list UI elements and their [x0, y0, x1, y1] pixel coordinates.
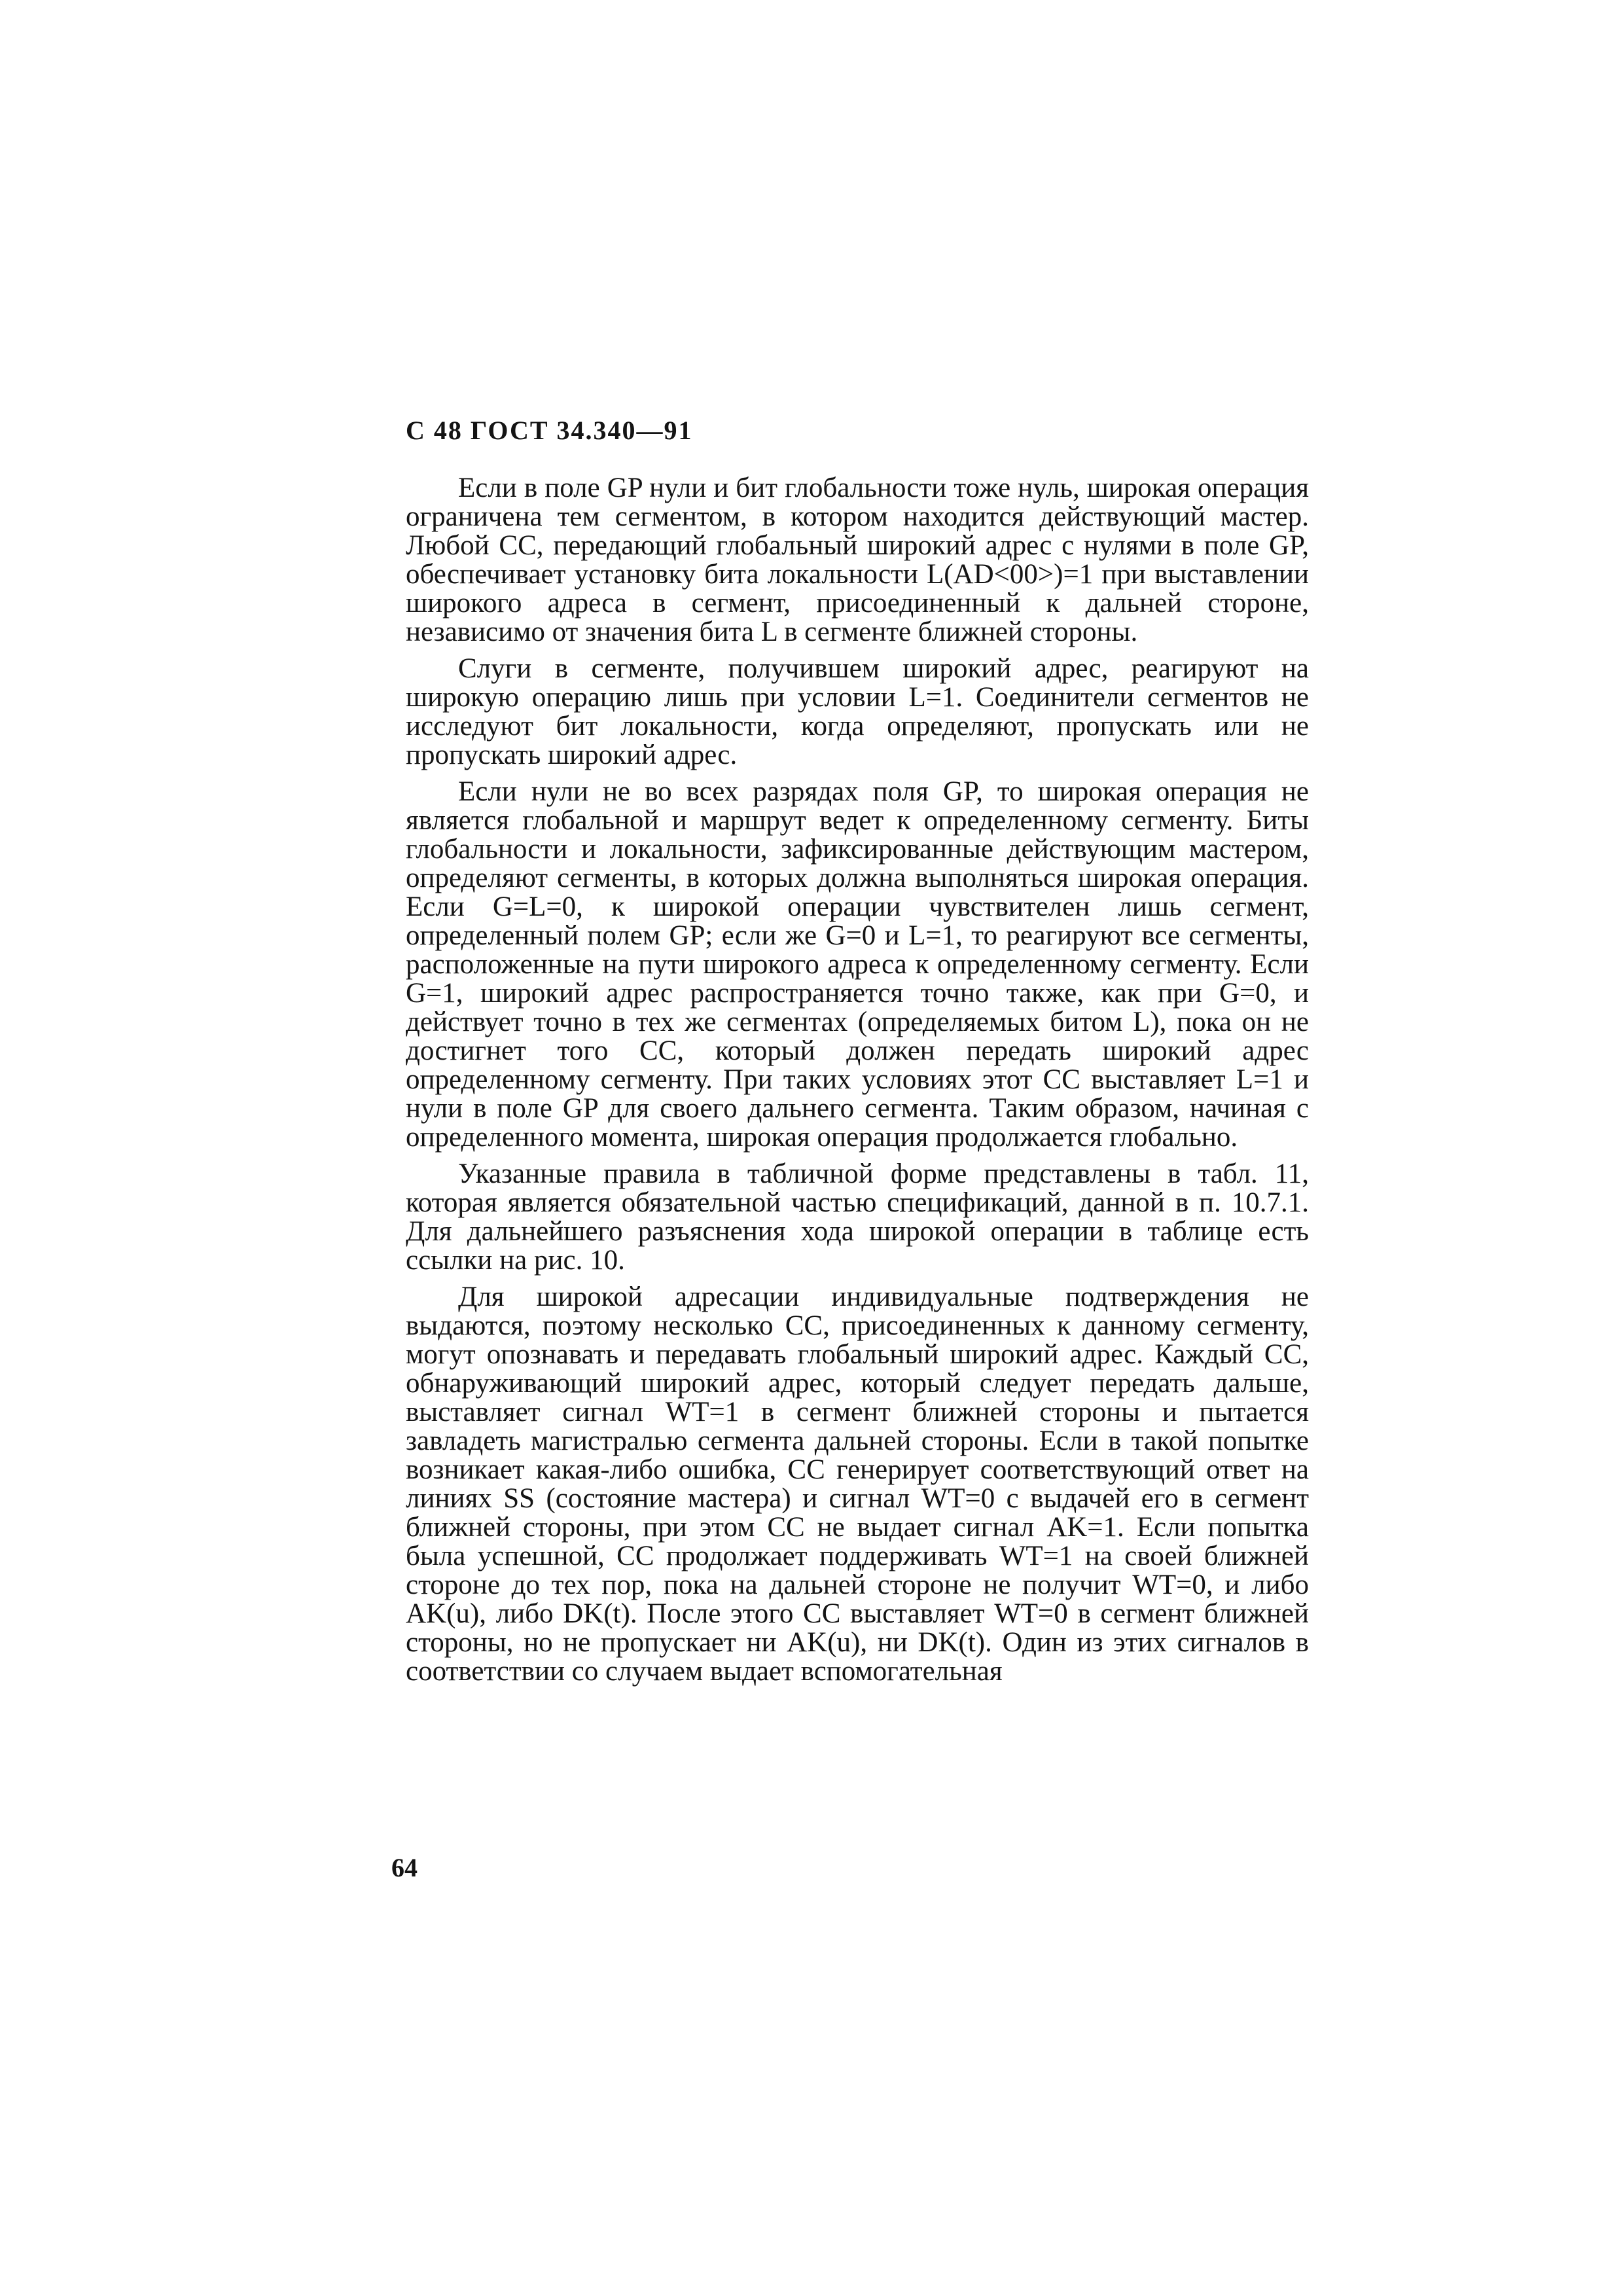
paragraph: Указанные правила в табличной форме представлены в табл. 11, которая является обязательной частью спецификаций, данной в п. 10.7.1. Для дальнейшего разъяснения хода широкой операции в таблице есть ссылки на рис. 10.: [406, 1158, 1309, 1276]
page-header: С 48 ГОСТ 34.340—91: [406, 416, 693, 445]
paragraph: Слуги в сегменте, получившем широкий адрес, реагируют на широкую операцию лишь при условии L=1. Соединители сегментов не исследуют бит локальности, когда определяют, пропускать или не пропускать широкий адрес.: [406, 653, 1309, 770]
body-text: [406, 474, 1309, 1694]
paragraph: Для широкой адресации индивидуальные подтверждения не выдаются, поэтому несколько СС, присоединенных к данному сегменту, могут опознавать и передавать глобальный широкий адрес. Каждый СС, обнаруживающий широкий адрес, который следует передать дальше, выставляет сигнал WT=1 в сегмент ближней стороны и пытается завладеть магистралью сегмента дальней стороны. Если в такой попытке возникает какая-либо ошибка, СС генерирует соответствующий ответ на линиях SS (состояние мастера) и сигнал WT=0 с выдачей его в сегмент ближней стороны, при этом СС не выдает сигнал AK=1. Если попытка была успешной, СС продолжает поддерживать WT=1 на своей ближней стороне до тех пор, пока на дальней стороне не получит WT=0, и либо AK(u), либо DK(t). После этого СС выставляет WT=0 в сегмент ближней стороны, но не пропускает ни AK(u), ни DK(t). Один из этих сигналов в соответствии со случаем выдает вспомогательная: [406, 1282, 1309, 1687]
paragraph: Если в поле GP нули и бит глобальности тоже нуль, широкая операция ограничена тем сегментом, в котором находится действующий мастер. Любой СС, передающий глобальный широкий адрес с нулями в поле GP, обеспечивает установку бита локальности L(AD<00>)=1 при выставлении широкого адреса в сегмент, присоединенный к дальней стороне, независимо от значения бита L в сегменте ближней стороны.: [406, 473, 1309, 647]
paragraph: Если нули не во всех разрядах поля GP, то широкая операция не является глобальной и маршрут ведет к определенному сегменту. Биты глобальности и локальности, зафиксированные действующим мастером, определяют сегменты, в которых должна выполняться широкая операция. Если G=L=0, к широкой операции чувствителен лишь сегмент, определенный полем GP; если же G=0 и L=1, то реагируют все сегменты, расположенные на пути широкого адреса к определенному сегменту. Если G=1, широкий адрес распространяется точно также, как при G=0, и действует точно в тех же сегментах (определяемых битом L), пока он не достигнет того СС, который должен передать широкий адрес определенному сегменту. При таких условиях этот СС выставляет L=1 и нули в поле GP для своего дальнего сегмента. Таким образом, начиная с определенного момента, широкая операция продолжается глобально.: [406, 776, 1309, 1153]
page-number: 64: [391, 1853, 418, 1882]
